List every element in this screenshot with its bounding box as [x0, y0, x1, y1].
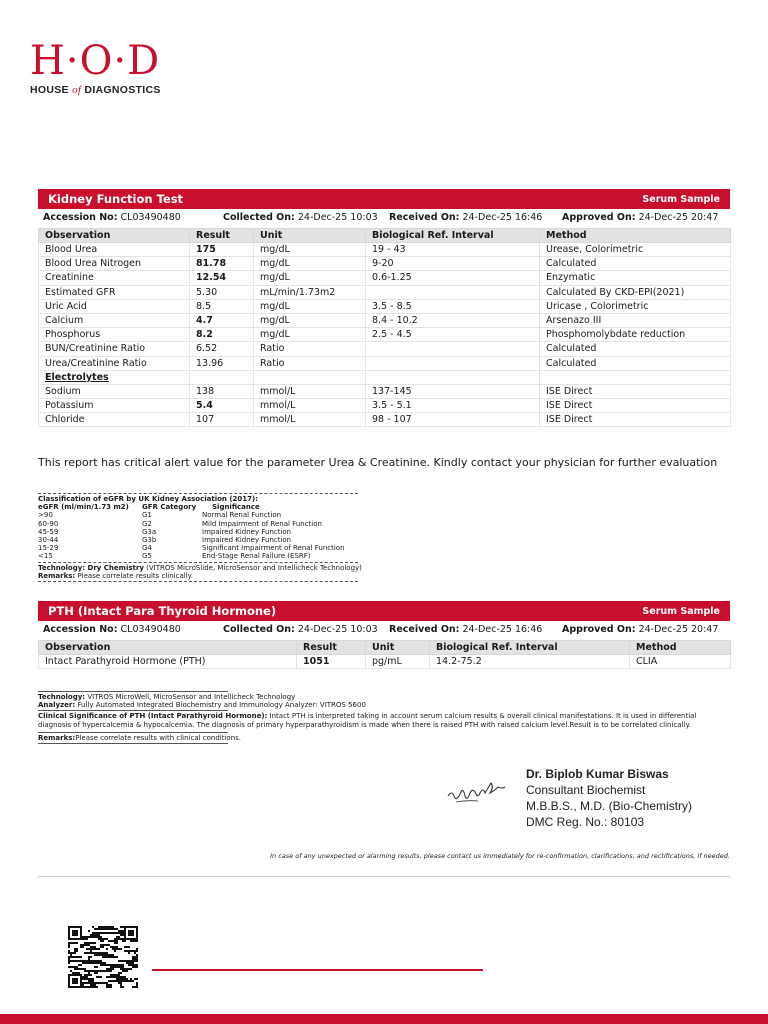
footer-bar	[0, 1014, 768, 1024]
col-method: Method	[630, 641, 731, 655]
electrolytes-heading: Electrolytes	[39, 370, 190, 384]
table-row: Blood Urea Nitrogen 81.78 mg/dL 9-20 Calculated	[39, 257, 731, 271]
table-row: Creatinine 12.54 mg/dL 0.6-1.25 Enzymatic	[39, 271, 731, 285]
pth-meta-row	[38, 622, 730, 638]
table-header-row	[39, 229, 731, 243]
col-result: Result	[297, 641, 366, 655]
egfr-title: Classification of eGFR by UK Kidney Association (2017):	[38, 495, 259, 503]
pth-clinical-significance: Clinical Significance of PTH (Intact Parathyroid Hormone): Intact PTH is interpreted taking in account serum calcium results & overall clinical manifestations. It is used in differential diagnosis of hypercalcemia & hypocalcemia. The diagnosis of primary hyperparathyroidism is made when there is raised PTH with raised calcium level.Result is to be correlated clinically.	[38, 712, 697, 729]
table-header-row	[39, 641, 731, 655]
table-row: Intact Parathyroid Hormone (PTH) 1051 pg/mL 14.2-75.2 CLIA	[39, 655, 731, 669]
approved-field: Approved On: 24-Dec-25 20:47	[562, 624, 719, 635]
received-field: Received On: 24-Dec-25 16:46	[389, 212, 543, 223]
signatory-registration: DMC Reg. No.: 80103	[526, 815, 645, 829]
table-row: Urea/Creatinine Ratio 13.96 Ratio Calculated	[39, 356, 731, 370]
section-title: PTH (Intact Para Thyroid Hormone)	[48, 604, 277, 618]
accession-field: Accession No: CL03490480	[43, 624, 181, 635]
table-row: BUN/Creatinine Ratio 6.52 Ratio Calculated	[39, 342, 731, 356]
col-observation: Observation	[39, 641, 297, 655]
signatory-title: Consultant Biochemist	[526, 783, 646, 797]
collected-field: Collected On: 24-Dec-25 10:03	[223, 212, 378, 223]
col-ref-interval: Biological Ref. Interval	[430, 641, 630, 655]
col-observation: Observation	[39, 229, 190, 243]
logo-tagline: HOUSE of DIAGNOSTICS	[30, 84, 161, 96]
egfr-row: >90 G1 Normal Renal Function	[38, 511, 282, 520]
accession-field: Accession No: CL03490480	[43, 212, 181, 223]
kft-results-table	[38, 228, 731, 427]
egfr-row: 30-44 G3b Impaired Kidney Function	[38, 536, 292, 545]
pth-technology: Technology: VITROS MicroWell, MicroSensor and Intellicheck Technology	[38, 693, 296, 701]
col-unit: Unit	[254, 229, 366, 243]
disclaimer: In case of any unexpected or alarming results, please contact us immediately for re-confirmation, clarifications, and rectifications, if needed.	[270, 852, 730, 860]
logo-mark: H·O·D	[30, 38, 161, 84]
egfr-classification	[38, 492, 362, 583]
table-row: Chloride 107 mmol/L 98 - 107 ISE Direct	[39, 413, 731, 427]
table-row: Calcium 4.7 mg/dL 8.4 - 10.2 Arsenazo III	[39, 313, 731, 327]
divider	[38, 876, 730, 877]
qr-code-icon[interactable]	[68, 926, 138, 988]
pth-remarks: Remarks:Please correlate results with clinical conditions.	[38, 733, 242, 742]
signature-scribble-icon	[446, 780, 514, 808]
brand-logo	[30, 40, 180, 96]
approved-field: Approved On: 24-Dec-25 20:47	[562, 212, 719, 223]
table-row: Uric Acid 8.5 mg/dL 3.5 - 8.5 Uricase , Colorimetric	[39, 299, 731, 313]
egfr-header-row: eGFR (ml/min/1.73 m2) GFR Category Significance	[38, 503, 260, 512]
table-row: Blood Urea 175 mg/dL 19 - 43 Urease, Colorimetric	[39, 243, 731, 257]
table-row: Phosphorus 8.2 mg/dL 2.5 - 4.5 Phosphomolybdate reduction	[39, 328, 731, 342]
pth-notes	[38, 690, 730, 745]
kft-meta-row	[38, 210, 730, 226]
kft-section-header	[38, 189, 730, 209]
col-ref-interval: Biological Ref. Interval	[366, 229, 540, 243]
table-row: Sodium 138 mmol/L 137-145 ISE Direct	[39, 384, 731, 398]
received-field: Received On: 24-Dec-25 16:46	[389, 624, 543, 635]
signatory-degree: M.B.B.S., M.D. (Bio-Chemistry)	[526, 799, 693, 813]
egfr-remarks: Remarks: Please correlate results clinically.	[38, 571, 194, 580]
signatory-name: Dr. Biplob Kumar Biswas	[526, 767, 669, 781]
egfr-row: 45-59 G3a Impaired Kidney Function	[38, 527, 292, 536]
col-method: Method	[540, 229, 731, 243]
section-title: Kidney Function Test	[48, 192, 184, 206]
pth-analyzer: Analyzer: Fully Automated Integrated Biochemistry and Immunology Analyzer: VITROS 5600	[38, 701, 366, 710]
table-subheading-row	[39, 370, 731, 384]
signatory-block	[526, 766, 692, 830]
sample-type: Serum Sample	[642, 193, 720, 205]
egfr-row: 15-29 G4 Significant Impairment of Renal Function	[38, 544, 345, 553]
col-unit: Unit	[366, 641, 430, 655]
pth-section-header	[38, 601, 730, 621]
pth-results-table	[38, 640, 731, 669]
accent-line	[152, 969, 483, 971]
egfr-row: 60-90 G2 Mild Impairment of Renal Function	[38, 519, 322, 528]
egfr-technology: Technology: Dry Chemistry (VITROS MicroSlide, MicroSensor and Intellicheck Technology)	[38, 563, 362, 572]
table-row: Potassium 5.4 mmol/L 3.5 - 5.1 ISE Direct	[39, 399, 731, 413]
collected-field: Collected On: 24-Dec-25 10:03	[223, 624, 378, 635]
table-row: Estimated GFR 5.30 mL/min/1.73m2 Calculated By CKD-EPI(2021)	[39, 285, 731, 299]
egfr-row: <15 G5 End-Stage Renal Failure (ESRF)	[38, 552, 311, 561]
sample-type: Serum Sample	[642, 605, 720, 617]
critical-alert-message: This report has critical alert value for the parameter Urea & Creatinine. Kindly contact your physician for further evaluation	[38, 456, 718, 469]
col-result: Result	[190, 229, 254, 243]
